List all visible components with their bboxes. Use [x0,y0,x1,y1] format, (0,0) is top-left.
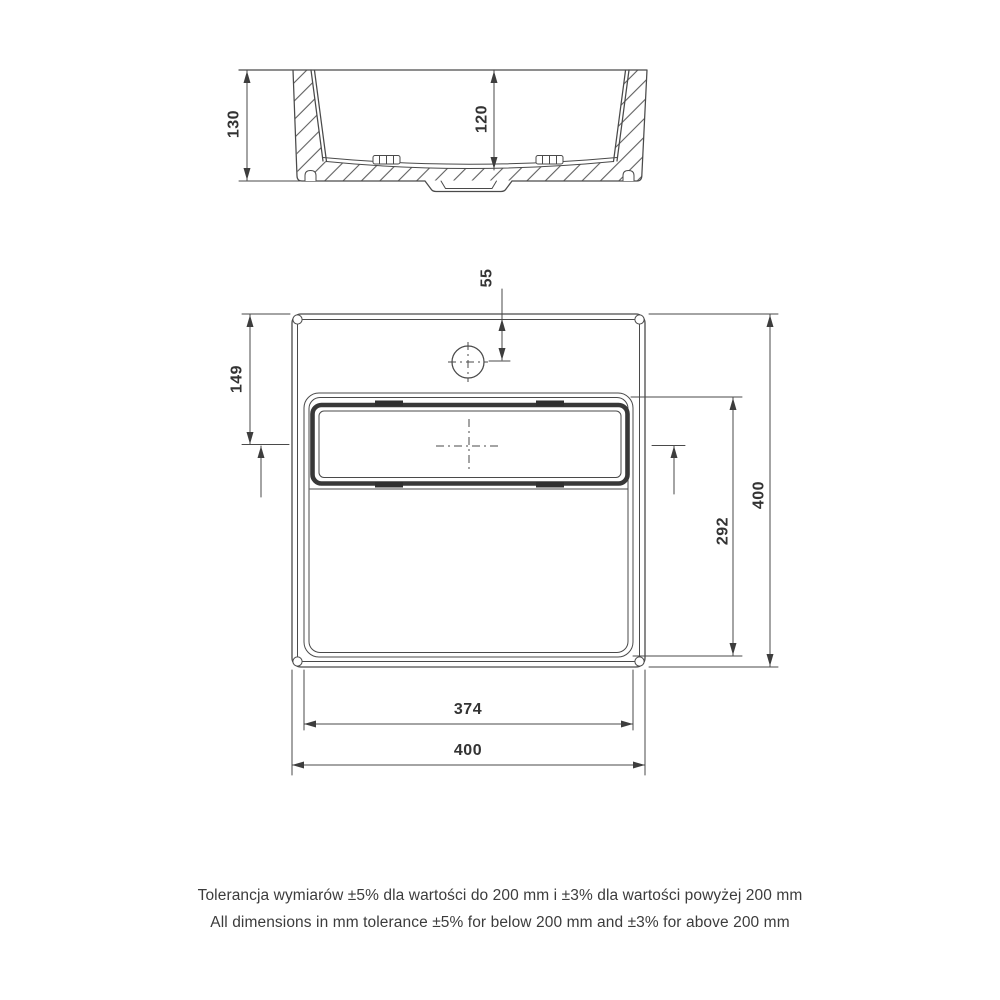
corner-radius-top-left [293,315,302,324]
dimension-374 [304,670,633,730]
dim-label-374: 374 [453,701,483,718]
overflow-slot [313,401,628,488]
dim-label-292: 292 [714,516,732,546]
overflow-slot-inner [319,411,621,478]
dim-label-55: 55 [478,268,496,288]
dim-label-130: 130 [225,109,243,139]
faucet-hole [448,342,488,382]
dimension-120 [474,70,498,170]
dimension-400-right [649,314,778,667]
pointer-right-lines [652,446,685,495]
section-inner-walls [311,70,629,162]
dim-label-120: 120 [473,104,491,134]
faucet-hole-centerlines [448,342,488,382]
dimension-292 [631,397,742,656]
tolerance-note-en: All dimensions in mm tolerance ±5% for below 200 mm and ±3% for above 200 mm [210,914,790,932]
dim-149-lines [242,314,290,445]
overflow-center-pointer-right [652,446,685,495]
tolerance-note-pl: Tolerancja wymiarów ±5% dla wartości do 200 mm i ±3% dla wartości powyżej 200 mm [197,887,803,904]
corner-radius-bottom-left [293,657,302,666]
section-drain-channel [436,181,501,192]
dimension-130 [226,70,300,181]
plan-inner-edge [298,320,640,662]
section-view [226,70,647,192]
dim-label-400-bottom: 400 [453,742,483,759]
corner-radius-top-right [635,315,644,324]
dim-374-lines [304,670,633,730]
dimension-55 [479,269,510,361]
corner-radius-bottom-right [635,657,644,666]
plan-view [229,269,778,775]
dim-400b-lines [292,670,645,775]
pointer-right-arrow [671,446,678,458]
overflow-center-mark [436,419,502,473]
dimension-400-bottom [292,670,645,775]
dimension-149 [229,314,290,497]
overflow-center-pointer-left-arrow [258,446,265,458]
overflow-slot-border [313,405,628,484]
dim-label-400-right: 400 [750,480,768,510]
cavity-inner-line [309,398,628,653]
tolerance-note [0,882,1000,936]
dim-label-149: 149 [228,364,246,394]
dim-130-lines [239,70,300,181]
